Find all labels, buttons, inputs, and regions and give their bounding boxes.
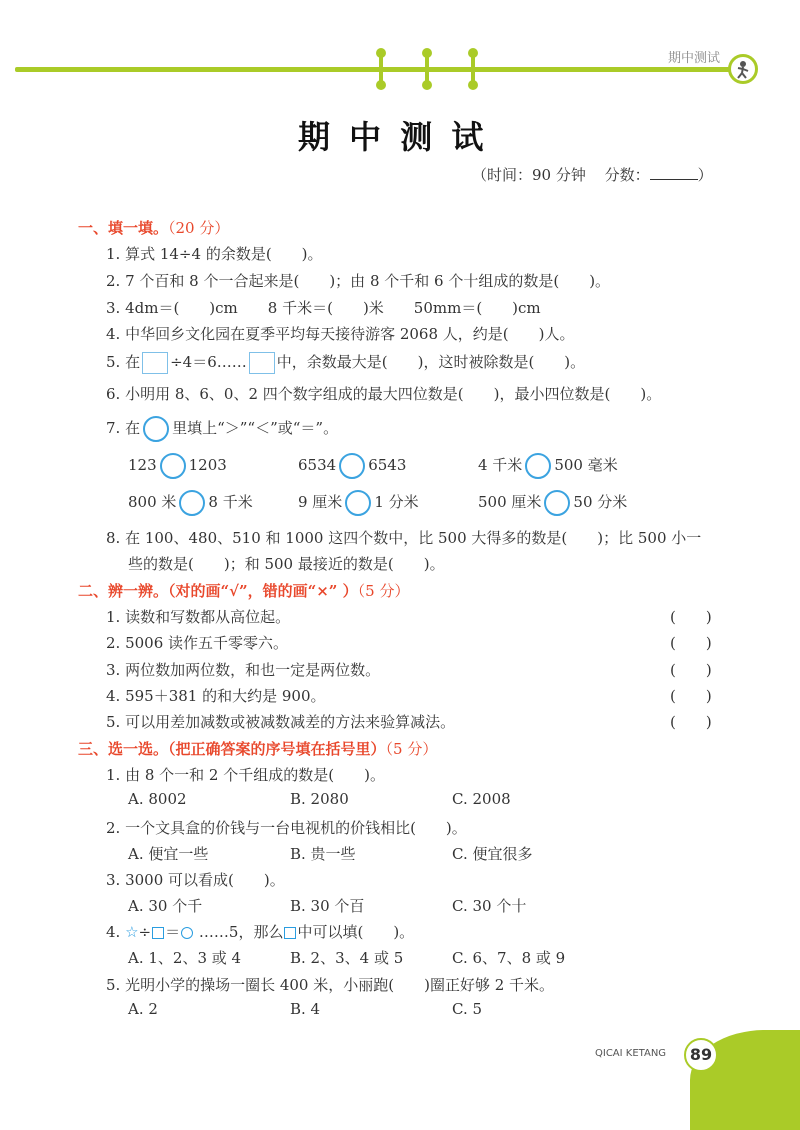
compare-circle[interactable] [160, 453, 186, 479]
answer-box[interactable] [249, 352, 275, 374]
option-b[interactable]: B. 2、3、4 或 5 [290, 949, 404, 967]
circle-icon [181, 927, 193, 939]
s1-question-2: 2. 7 个百和 8 个一合起来是( )；由 8 个千和 6 个十组成的数是( )。 [106, 272, 611, 290]
square-icon [152, 927, 164, 939]
option-c[interactable]: C. 2008 [452, 790, 511, 808]
option-b[interactable]: B. 4 [290, 1000, 321, 1018]
compare-item: 123 1203 [128, 453, 227, 479]
header-label: 期中测试 [668, 51, 721, 66]
s1-question-1: 1. 算式 14÷4 的余数是( )。 [106, 245, 323, 263]
option-b[interactable]: B. 2080 [290, 790, 349, 808]
compare-item: 500 厘米 50 分米 [478, 490, 627, 516]
binder-ring [379, 52, 383, 86]
judge-paren[interactable]: ( ) [670, 634, 712, 652]
compare-circle[interactable] [345, 490, 371, 516]
s2-item: 1. 读数和写数都从高位起。 [106, 608, 291, 626]
compare-circle [143, 416, 169, 442]
time-text: （时间：90 分钟 [472, 166, 586, 184]
s2-item: 4. 595＋381 的和大约是 900。 [106, 687, 326, 705]
exam-meta [472, 164, 713, 185]
option-b[interactable]: B. 30 个百 [290, 897, 365, 915]
runner-mascot-icon [728, 54, 758, 84]
judge-paren[interactable]: ( ) [670, 608, 712, 626]
section-2-heading: 二、辨一辨。（对的画“√”，错的画“×” ）（5 分） [78, 582, 410, 600]
meta-close: ） [697, 166, 713, 184]
section-3-heading: 三、选一选。（把正确答案的序号填在括号里）（5 分） [78, 740, 438, 758]
option-c[interactable]: C. 30 个十 [452, 897, 527, 915]
s1-question-4: 4. 中华回乡文化园在夏季平均每天接待游客 2068 人，约是( )人。 [106, 325, 575, 343]
option-a[interactable]: A. 2 [128, 1000, 158, 1018]
s1-question-8-cont: 些的数是( )；和 500 最接近的数是( )。 [128, 555, 445, 573]
s3-question-3: 3. 3000 可以看成( )。 [106, 871, 285, 889]
compare-circle[interactable] [525, 453, 551, 479]
option-c[interactable]: C. 便宜很多 [452, 845, 533, 863]
judge-paren[interactable]: ( ) [670, 661, 712, 679]
page-title: 期 中 测 试 [298, 118, 488, 156]
s2-item: 5. 可以用差加减数或被减数减差的方法来验算减法。 [106, 713, 456, 731]
s1-question-6: 6. 小明用 8、6、0、2 四个数字组成的最大四位数是( )，最小四位数是( )。 [106, 385, 662, 403]
option-b[interactable]: B. 贵一些 [290, 845, 356, 863]
option-a[interactable]: A. 8002 [128, 790, 187, 808]
option-a[interactable]: A. 30 个千 [128, 897, 203, 915]
header-bar [15, 67, 735, 72]
judge-paren[interactable]: ( ) [670, 687, 712, 705]
s3-question-5: 5. 光明小学的操场一圈长 400 米，小丽跑( )圈正好够 2 千米。 [106, 976, 555, 994]
page-number: 89 [684, 1038, 718, 1072]
star-icon: ☆ [125, 923, 139, 941]
binder-ring [425, 52, 429, 86]
square-icon [284, 927, 296, 939]
s1-question-7: 7. 在 里填上“＞”“＜”或“＝”。 [106, 416, 338, 442]
section-1-heading: 一、填一填。（20 分） [78, 219, 230, 237]
option-c[interactable]: C. 6、7、8 或 9 [452, 949, 566, 967]
option-a[interactable]: A. 1、2、3 或 4 [128, 949, 242, 967]
binder-ring [471, 52, 475, 86]
compare-circle[interactable] [544, 490, 570, 516]
s2-item: 3. 两位数加两位数，和也一定是两位数。 [106, 661, 381, 679]
score-blank [650, 165, 698, 180]
s3-question-2: 2. 一个文具盒的价钱与一台电视机的价钱相比( )。 [106, 819, 467, 837]
score-label: 分数： [604, 166, 650, 184]
answer-box[interactable] [142, 352, 168, 374]
s3-question-4: 4. ☆÷ ＝ ……5，那么 中可以填( )。 [106, 923, 415, 941]
s1-question-5: 5. 在 ÷4＝6…… 中，余数最大是( )，这时被除数是( )。 [106, 351, 585, 374]
s1-question-8: 8. 在 100、480、510 和 1000 这四个数中，比 500 大得多的数是( )；比 500 小一 [106, 529, 702, 547]
s1-question-3: 3. 4dm＝( )cm 8 千米＝( )米 50mm＝( )cm [106, 299, 541, 317]
footer-brand: QICAI KETANG [595, 1048, 667, 1059]
judge-paren[interactable]: ( ) [670, 713, 712, 731]
s3-question-1: 1. 由 8 个一和 2 个千组成的数是( )。 [106, 766, 385, 784]
compare-circle[interactable] [179, 490, 205, 516]
compare-item: 6534 6543 [298, 453, 406, 479]
compare-item: 4 千米 500 毫米 [478, 453, 618, 479]
compare-circle[interactable] [339, 453, 365, 479]
compare-item: 800 米 8 千米 [128, 490, 253, 516]
s2-item: 2. 5006 读作五千零零六。 [106, 634, 289, 652]
option-c[interactable]: C. 5 [452, 1000, 483, 1018]
option-a[interactable]: A. 便宜一些 [128, 845, 209, 863]
compare-item: 9 厘米 1 分米 [298, 490, 419, 516]
